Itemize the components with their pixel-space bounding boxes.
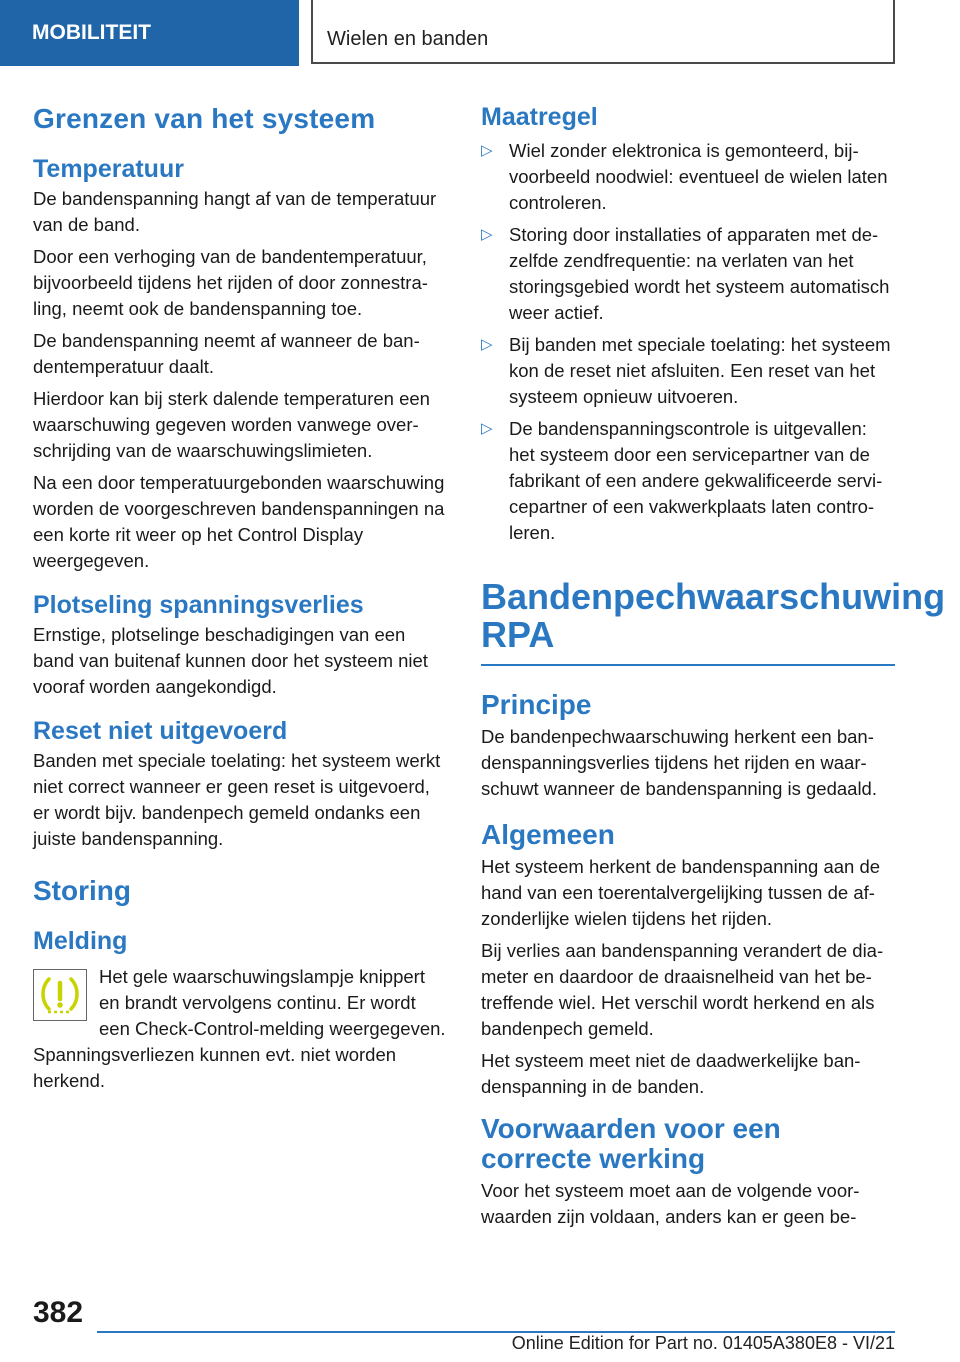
melding-block <box>33 964 449 1094</box>
triangle-bullet-icon: ▷ <box>481 142 493 159</box>
heading-principe: Principe <box>481 689 592 720</box>
heading-voorwaarden: Voorwaarden voor een correcte werking <box>481 1113 781 1174</box>
page-header <box>0 0 960 66</box>
heading-line-1: Bandenpechwaarschuwing <box>481 576 946 617</box>
paragraph: De bandenspanning neemt af wanneer de bandentemperatuur daalt. <box>33 330 420 377</box>
paragraph: Na een door temperatuurgebonden waarschuwing worden de voorgeschreven bandenspanningen na een korte rit weer op het Control Display weergegeven. <box>33 472 445 571</box>
heading-reset: Reset niet uitgevoerd <box>33 717 288 745</box>
paragraph: Ernstige, plotselinge beschadigingen van een band van buitenaf kunnen door het systeem niet vooraf worden aangekondigd. <box>33 624 428 697</box>
heading-maatregel: Maatregel <box>481 103 598 131</box>
triangle-bullet-icon: ▷ <box>481 336 493 353</box>
paragraph: Hierdoor kan bij sterk dalende temperaturen een waarschuwing gegeven worden vanwege overschrijding van de waarschuwingslimieten. <box>33 388 430 461</box>
list-item: ▷ Storing door installaties of apparaten met dezelfde zendfrequentie: na verlaten van het storingsgebied wordt het systeem automatisch weer actief. <box>481 224 890 323</box>
paragraph: Door een verhoging van de bandentemperatuur, bijvoorbeeld tijdens het rijden of door zonnestraling, neemt ook de bandenspanning toe. <box>33 246 428 319</box>
list-item: ▷ De bandenspanningscontrole is uitgevallen: het systeem door een servicepartner van de fabrikant of een andere gekwalificeerde servicepartner of een vakwerkplaats laten controleren. <box>481 418 883 543</box>
left-column <box>33 100 449 1094</box>
heading-storing: Storing <box>33 875 131 906</box>
heading-melding: Melding <box>33 927 128 955</box>
heading-temperatuur: Temperatuur <box>33 155 184 183</box>
page-number: 382 <box>33 1296 84 1329</box>
measure-list <box>481 138 895 546</box>
heading-grenzen: Grenzen van het systeem <box>33 103 376 134</box>
heading-algemeen: Algemeen <box>481 819 615 850</box>
section-tab: MOBILITEIT <box>0 0 299 66</box>
paragraph: Bij verlies aan bandenspanning verandert de diameter en daardoor de draaisnelheid van het betreffende wiel. Het verschil wordt herkend en als bandenpech gemeld. <box>481 940 884 1039</box>
paragraph: De bandenspanning hangt af van de temperatuur van de band. <box>33 188 437 235</box>
paragraph: Het systeem meet niet de daadwerkelijke bandenspanning in de banden. <box>481 1050 861 1097</box>
list-item: ▷ Bij banden met speciale toelating: het systeem kon de reset niet afsluiten. Een reset van het systeem opnieuw uitvoeren. <box>481 334 891 407</box>
paragraph: Het systeem herkent de bandenspanning aan de hand van een toerentalvergelijking tussen de afzonderlijke wielen tijdens het rijden. <box>481 856 881 929</box>
triangle-bullet-icon: ▷ <box>481 420 493 437</box>
list-item: ▷ Wiel zonder elektronica is gemonteerd, bijvoorbeeld noodwiel: eventueel de wielen laten controleren. <box>481 140 888 213</box>
tire-pressure-warning-icon <box>33 969 87 1021</box>
triangle-bullet-icon: ▷ <box>481 226 493 243</box>
paragraph-melding: Het gele waarschuwingslampje knippert en brandt vervolgens continu. Er wordt een Check-Control-melding weergegeven. Spanningsverliezen kunnen evt. niet worden herkend. <box>33 966 446 1091</box>
heading-line-2: RPA <box>481 614 555 655</box>
heading-bandenpechwaarschuwing <box>481 576 946 655</box>
right-column <box>481 100 946 1230</box>
paragraph: De bandenpechwaarschuwing herkent een bandenspanningsverlies tijdens het rijden en waarschuwt wanneer de bandenspanning is gedaald. <box>481 726 877 799</box>
paragraph: Voor het systeem moet aan de volgende voorwaarden zijn voldaan, anders kan er geen be- <box>481 1180 860 1227</box>
heading-plotseling: Plotseling spanningsverlies <box>33 591 364 619</box>
topic-tab: Wielen en banden <box>311 0 895 64</box>
paragraph: Banden met speciale toelating: het systeem werkt niet correct wanneer er geen reset is uitgevoerd, er wordt bijv. bandenpech gemeld ondanks een juiste bandenspanning. <box>33 750 441 849</box>
edition-note: Online Edition for Part no. 01405A380E8 - VI/21 <box>511 1333 895 1353</box>
